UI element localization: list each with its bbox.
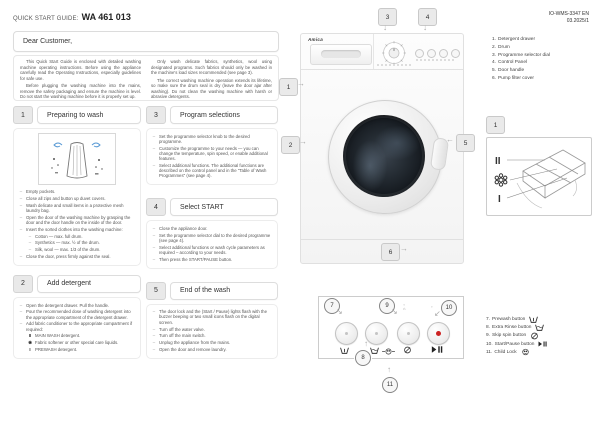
dial-labels bbox=[377, 64, 411, 66]
drawer-figure-badge: 1 bbox=[486, 116, 505, 134]
step-1-header bbox=[13, 106, 141, 124]
bullet-item bbox=[19, 309, 135, 319]
bullet-marker: – bbox=[152, 256, 156, 262]
bullet-text: Insert the sorted clothes into the washing machine: bbox=[26, 226, 123, 232]
legend-row bbox=[486, 348, 547, 356]
bullet-item bbox=[19, 347, 135, 352]
bullet-text: Close the appliance door. bbox=[159, 225, 208, 231]
legend-row bbox=[486, 332, 547, 340]
step-5-header bbox=[146, 282, 278, 300]
bullet-marker: – bbox=[152, 333, 156, 339]
bullet-text: Fabric softener or other special care liquids. bbox=[35, 340, 119, 346]
prewash-button bbox=[335, 322, 358, 345]
step-1-bullets bbox=[19, 189, 135, 259]
bullet-item bbox=[152, 333, 272, 338]
legend-icon bbox=[538, 340, 547, 348]
bullet-marker: – bbox=[152, 340, 156, 346]
step-title: Add detergent bbox=[37, 275, 141, 293]
panel-button bbox=[427, 49, 436, 58]
callout-10-badge: 10 bbox=[441, 300, 457, 316]
callout-7-badge: 7 bbox=[324, 298, 340, 314]
bullet-item bbox=[19, 321, 135, 331]
drum-glass bbox=[343, 115, 425, 197]
arrow-down-left-icon: ↙ bbox=[434, 309, 441, 318]
intro-col-1 bbox=[20, 59, 141, 97]
step-number: 5 bbox=[146, 282, 166, 300]
kick-panel-divider bbox=[301, 239, 463, 240]
bullet-marker: – bbox=[19, 214, 23, 220]
bullet-marker: – bbox=[152, 145, 156, 151]
bullet-item bbox=[19, 247, 135, 252]
machine-legend bbox=[492, 36, 550, 82]
legend-number: 2. bbox=[492, 45, 497, 51]
legend-row bbox=[492, 67, 550, 75]
legend-row bbox=[486, 340, 547, 348]
arrow-up-icon: ↑ bbox=[387, 365, 391, 374]
legend-row bbox=[492, 36, 550, 44]
step-4-content bbox=[146, 220, 278, 268]
step-2-header bbox=[13, 275, 141, 293]
step-5-bullets bbox=[152, 309, 272, 352]
button-labels bbox=[416, 59, 454, 61]
legend-row bbox=[492, 51, 550, 59]
legend-number: 11. bbox=[486, 349, 493, 355]
bullet-text: PREWASH detergent. bbox=[35, 347, 78, 353]
bullet-text: Customize the programme to your needs — you can change the temperature, spin speed, or enable additional features. bbox=[159, 145, 268, 162]
bullet-item bbox=[152, 309, 272, 325]
step-3-content bbox=[146, 128, 278, 185]
bullet-text: The door lock and the (Start / Pause) lights flash with the buzzer beeping or two small icons flash on the digital screen. bbox=[159, 309, 267, 325]
callout-3-badge: 3 bbox=[378, 8, 397, 26]
legend-icon bbox=[529, 315, 538, 323]
column-middle bbox=[146, 106, 278, 372]
prewash-icon bbox=[529, 315, 538, 323]
step-number: 4 bbox=[146, 198, 166, 216]
intro-paragraphs bbox=[13, 55, 279, 101]
bullet-item bbox=[19, 234, 135, 239]
bullet-text: Unplug the appliance from the mains. bbox=[159, 340, 231, 346]
bullet-item bbox=[19, 203, 135, 213]
bullet-text: Turn off the water valve. bbox=[159, 326, 205, 332]
intro-paragraph: The correct washing machine operation extends its lifetime, so make sure the drum seal is dry (leave the door ajar after washing). Do not clean the washing machine with harsh or abrasive detergents. bbox=[151, 77, 272, 99]
bullet-text: Set the programme selector dial to the desired programme (see page 4). bbox=[159, 232, 271, 243]
intro-paragraph: This Quick Start Guide is enclosed with detailed washing machine operating instructions. Before using the appliance carefully read the Operating Instructions, especially guidelines for safe use. bbox=[20, 59, 141, 81]
bullet-text: Select additional functions or wash cycle parameters as required – according to your needs. bbox=[159, 244, 265, 255]
legend-label: Start/Pause button bbox=[494, 341, 535, 347]
bullet-item bbox=[152, 327, 272, 332]
arrow-left-icon: ← bbox=[446, 135, 454, 144]
bullet-marker: – bbox=[19, 321, 23, 327]
step-number: 2 bbox=[13, 275, 33, 293]
bullet-item bbox=[19, 254, 135, 259]
bullet-marker: – bbox=[19, 195, 23, 201]
prewash-symbol: I bbox=[498, 194, 501, 205]
bullet-item bbox=[19, 215, 135, 225]
step-3-bullets bbox=[152, 134, 272, 179]
step-number: 3 bbox=[146, 106, 166, 124]
legend-label: Child Lock bbox=[494, 349, 517, 355]
indicator-icons: ▫ ⌂ bbox=[403, 302, 406, 311]
bullet-text: Synthetics — max. ½ of the drum. bbox=[35, 240, 100, 246]
bullet-marker: – bbox=[152, 309, 156, 315]
bullet-marker: – bbox=[152, 326, 156, 332]
callout-1-badge: 1 bbox=[279, 78, 298, 96]
bullet-marker: – bbox=[152, 133, 156, 139]
prewash-icon bbox=[340, 346, 349, 354]
bullet-item bbox=[152, 233, 272, 243]
start-pause-icon bbox=[431, 345, 443, 354]
legend-number: 4. bbox=[492, 60, 497, 66]
step-4-header bbox=[146, 198, 278, 216]
legend-label: Skip spin button bbox=[492, 333, 527, 339]
arrow-down-icon: ↓ bbox=[383, 23, 387, 32]
bullet-text: Cotton — max. full drum. bbox=[35, 233, 83, 239]
panel-button bbox=[439, 49, 448, 58]
main-wash-symbol: II bbox=[495, 156, 501, 167]
bullet-marker: – bbox=[152, 162, 156, 168]
intro-paragraph: Before plugging the washing machine into the mains, remove the safety packaging and ensure the machine is level. Do not start the washing machine before it is properly set up. bbox=[20, 83, 141, 99]
bullet-text: Set the programme selector knob to the desired programme. bbox=[159, 133, 250, 144]
callout-9-badge: 9 bbox=[379, 298, 395, 314]
bullet-item bbox=[152, 163, 272, 179]
bullet-item bbox=[152, 226, 272, 231]
legend-number: 3. bbox=[492, 52, 497, 58]
bullet-item bbox=[152, 347, 272, 352]
bullet-item bbox=[152, 340, 272, 345]
bullet-marker: II bbox=[28, 333, 32, 339]
bullet-text: Wash delicate and small items in a protective mesh laundry bag. bbox=[26, 202, 124, 213]
bullet-marker: – bbox=[19, 189, 23, 194]
extra-rinse-icon bbox=[370, 346, 379, 354]
legend-label: Detergent drawer bbox=[498, 37, 536, 43]
bullet-item bbox=[19, 189, 135, 194]
step-4-bullets bbox=[152, 226, 272, 262]
legend-number: 5. bbox=[492, 68, 497, 74]
bullet-text: Add fabric conditioner to the appropriate compartment if required: bbox=[26, 321, 133, 332]
bullet-marker: – bbox=[19, 202, 23, 208]
bullet-text: Close all zips and button up duvet covers. bbox=[26, 195, 106, 201]
start-pause-button bbox=[427, 322, 450, 345]
step-5-content bbox=[146, 304, 278, 359]
callout-8-badge: 8 bbox=[355, 350, 371, 366]
bullet-marker: – bbox=[28, 240, 32, 246]
dear-customer-title: Dear Customer, bbox=[23, 38, 73, 45]
callout-5-badge: 5 bbox=[456, 134, 475, 152]
detergent-drawer-figure bbox=[486, 137, 592, 216]
dial-icon bbox=[381, 40, 407, 66]
legend-label: Prewash button bbox=[492, 316, 526, 322]
bullet-item bbox=[19, 227, 135, 232]
doc-issue: 03.2025/1 bbox=[566, 18, 589, 24]
arrow-right-icon: → bbox=[297, 79, 305, 88]
doc-reference bbox=[549, 11, 589, 25]
step-2-bullets bbox=[19, 303, 135, 353]
bullet-marker: – bbox=[152, 225, 156, 231]
legend-icon bbox=[521, 348, 530, 356]
bullet-text: Close the door, press firmly against the seal. bbox=[26, 254, 111, 260]
bullet-text: Open the door of the washing machine by grasping the door and the door handle on the inside of the door. bbox=[26, 214, 131, 225]
legend-label: Programme selector dial bbox=[498, 52, 551, 58]
bullet-text: Silk, wool — max. 1/3 of the drum. bbox=[35, 247, 101, 253]
legend-row bbox=[492, 44, 550, 52]
legend-number: 8. bbox=[486, 324, 491, 330]
callout-2-badge: 2 bbox=[281, 136, 300, 154]
skip-spin-button bbox=[397, 322, 420, 345]
title-model: WA 461 013 bbox=[81, 12, 131, 22]
legend-label: Pump filter cover bbox=[498, 75, 535, 81]
bullet-item bbox=[19, 340, 135, 345]
bullet-text: Open the door and remove laundry. bbox=[159, 347, 227, 352]
flower-icon bbox=[495, 174, 507, 186]
bullet-item bbox=[19, 303, 135, 308]
arrow-right-icon: → bbox=[400, 244, 408, 253]
legend-row bbox=[492, 74, 550, 82]
bullet-marker: – bbox=[19, 226, 23, 232]
legend-label: Door handle bbox=[498, 68, 525, 74]
legend-number: 9. bbox=[486, 333, 491, 339]
step-title: End of the wash bbox=[170, 282, 278, 300]
bullet-item bbox=[152, 245, 272, 255]
bullet-marker: – bbox=[19, 254, 23, 260]
bullet-marker: ❀ bbox=[28, 340, 32, 346]
panel-legend bbox=[486, 315, 547, 356]
bullet-marker: – bbox=[152, 347, 156, 352]
step-3-header bbox=[146, 106, 278, 124]
step-number: 1 bbox=[13, 106, 33, 124]
legend-label: Control Panel bbox=[498, 60, 528, 66]
bullet-text: Select additional functions. The additional functions are described on the control panel and in the "Table of Wash Programmes" (see page 4). bbox=[159, 162, 267, 179]
bullet-item bbox=[19, 196, 135, 201]
panel-button bbox=[451, 49, 460, 58]
bullet-item bbox=[152, 134, 272, 144]
start-pause-icon bbox=[538, 340, 547, 348]
legend-row bbox=[486, 323, 547, 331]
legend-icon bbox=[530, 332, 539, 340]
washing-machine-figure bbox=[300, 33, 464, 264]
panel-buttons bbox=[415, 49, 460, 58]
legend-row bbox=[486, 315, 547, 323]
legend-label: Drum bbox=[498, 45, 510, 51]
extra-rinse-button bbox=[365, 322, 388, 345]
legend-number: 1. bbox=[492, 37, 497, 43]
indicator-icon: ▫ bbox=[431, 304, 433, 309]
callout-4-badge: 4 bbox=[418, 8, 437, 26]
bullet-item bbox=[152, 257, 272, 262]
legend-row bbox=[492, 59, 550, 67]
bullet-text: Then press the START/PAUSE button. bbox=[159, 256, 233, 262]
page-title bbox=[13, 12, 131, 22]
child-lock-icon bbox=[382, 348, 395, 355]
arrow-up-icon: ↑ bbox=[364, 339, 368, 348]
garment-icon bbox=[42, 137, 112, 181]
doc-code: IO-WMS-3347 EN bbox=[548, 11, 589, 17]
programme-selector-dial bbox=[381, 40, 407, 71]
bullet-item bbox=[19, 240, 135, 245]
arrow-down-right-icon: ↘ bbox=[336, 307, 343, 316]
brand-logo: Amica bbox=[308, 37, 324, 42]
legend-number: 10. bbox=[486, 341, 493, 347]
dear-customer-box bbox=[13, 31, 279, 52]
column-left bbox=[13, 106, 141, 368]
shake-garment-illustration bbox=[38, 133, 116, 185]
intro-col-2 bbox=[151, 59, 272, 97]
step-title: Select START bbox=[170, 198, 278, 216]
legend-icon bbox=[535, 323, 544, 331]
skip-spin-icon bbox=[530, 332, 539, 340]
bullet-marker: – bbox=[19, 309, 23, 315]
bullet-text: Empty pockets. bbox=[26, 189, 56, 194]
arrow-down-right-icon: ↘ bbox=[391, 307, 398, 316]
arrow-down-icon: ↓ bbox=[423, 23, 427, 32]
child-lock-icon bbox=[521, 348, 530, 356]
step-2-content bbox=[13, 297, 141, 359]
bullet-text: Turn off the main switch. bbox=[159, 333, 206, 339]
legend-number: 6. bbox=[492, 75, 497, 81]
detergent-drawer bbox=[310, 44, 372, 65]
bullet-text: Pour the recommended dose of washing detergent into the appropriate compartment of the detergent drawer. bbox=[26, 309, 131, 320]
step-1-content bbox=[13, 128, 141, 266]
skip-spin-icon bbox=[403, 346, 412, 354]
bullet-marker: – bbox=[152, 244, 156, 250]
extra-rinse-icon bbox=[535, 323, 544, 331]
panel-seam bbox=[373, 34, 374, 69]
bullet-marker: – bbox=[28, 247, 32, 253]
bullet-item bbox=[152, 146, 272, 162]
legend-label: Extra Rinse button bbox=[492, 324, 532, 330]
bullet-marker: I bbox=[29, 347, 31, 353]
arrow-right-icon: → bbox=[299, 137, 307, 146]
title-prefix: QUICK START GUIDE: bbox=[13, 16, 79, 22]
bullet-text: Open the detergent drawer. Pull the handle. bbox=[26, 302, 110, 308]
legend-number: 7. bbox=[486, 316, 491, 322]
bullet-marker: – bbox=[19, 302, 23, 308]
drawer-handle-recess bbox=[321, 50, 361, 58]
bullet-item bbox=[19, 333, 135, 338]
panel-button bbox=[415, 49, 424, 58]
drawer-diagram-icon bbox=[487, 138, 591, 215]
intro-paragraph: Only wash delicate fabrics, synthetics, wool using designated programs. Such fabrics should only be washed in the machine's load sizes recommended (see page 3). bbox=[151, 59, 272, 75]
bullet-marker: – bbox=[28, 233, 32, 239]
step-title: Program selections bbox=[170, 106, 278, 124]
callout-11-badge: 11 bbox=[382, 377, 398, 393]
bullet-marker: – bbox=[152, 232, 156, 238]
callout-6-badge: 6 bbox=[381, 243, 400, 261]
bullet-text: MAIN WASH detergent. bbox=[35, 333, 81, 339]
step-title: Preparing to wash bbox=[37, 106, 141, 124]
